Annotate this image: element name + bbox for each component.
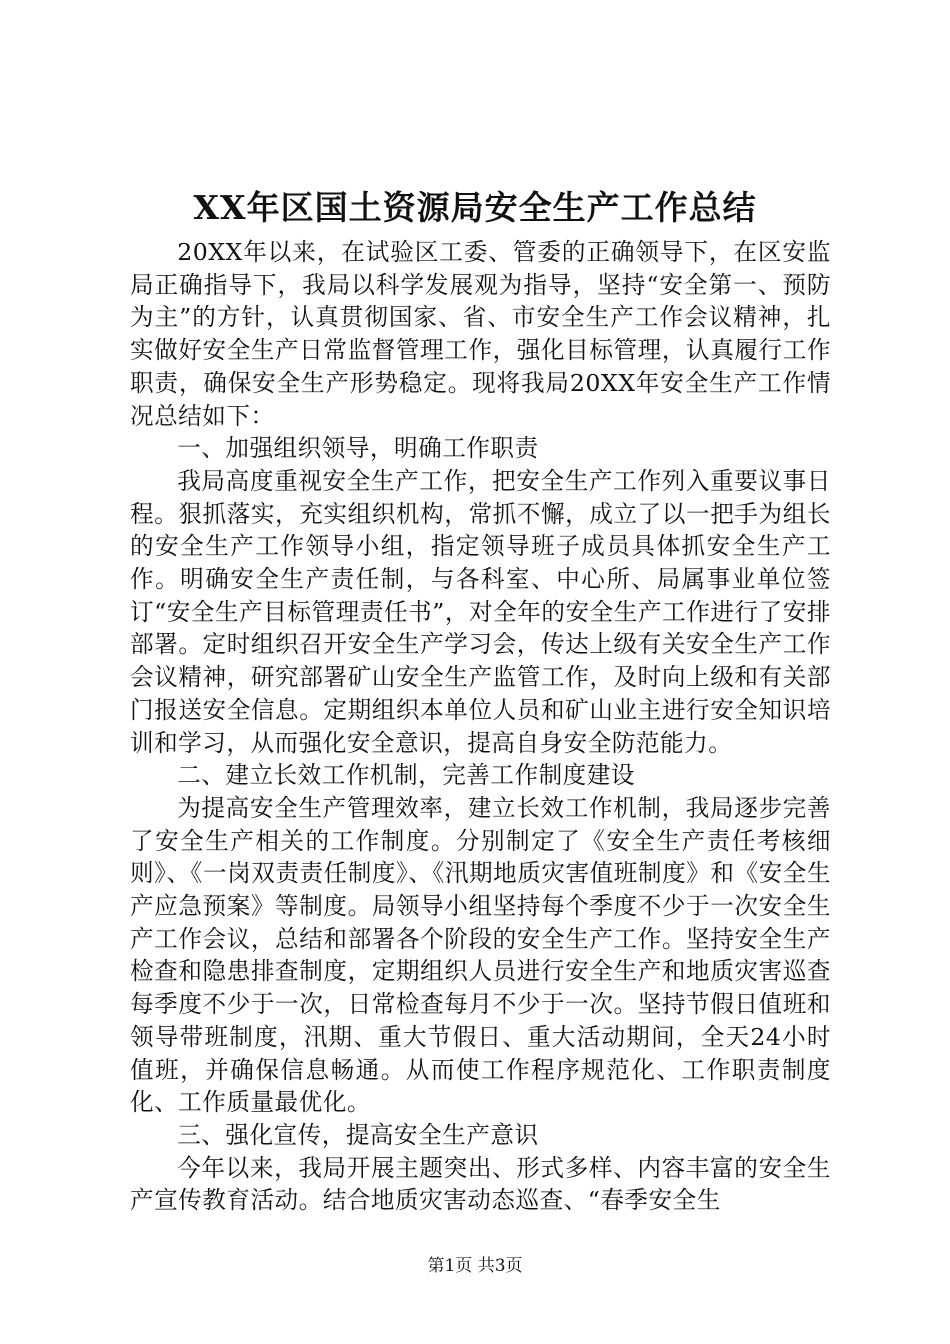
page-footer: 第1页 共3页	[427, 1256, 523, 1276]
section-heading-1: 一、加强组织领导，明确工作职责	[177, 434, 539, 463]
section-heading-3: 三、强化宣传，提高安全生产意识	[177, 1120, 539, 1149]
document-title: XX年区国土资源局安全生产工作总结	[193, 188, 757, 227]
section-heading-2: 二、建立长效工作机制，完善工作制度建设	[177, 761, 635, 790]
section-1-paragraph: 我局高度重视安全生产工作，把安全生产工作列入重要议事日程。狠抓落实，充实组织机构，常抓不懈，成立了以一把手为组长的安全生产工作领导小组，指定领导班子成员具体抓安全生产工作。明确安全生产责任制，与各科室、中心所、局属事业单位签订“安全生产目标管理责任书”，对全年的安全生产工作进行了安排部署。定时组织召开安全生产学习会，传达上级有关安全生产工作会议精神，研究部署矿山安全生产监管工作，及时向上级和有关部门报送安全信息。定期组织本单位人员和矿山业主进行安全知识培训和学习，从而强化安全意识，提高自身安全防范能力。	[130, 466, 831, 757]
section-3-paragraph: 今年以来，我局开展主题突出、形式多样、内容丰富的安全生产宣传教育活动。结合地质灾害动态巡查、“春季安全生	[130, 1153, 831, 1215]
section-2-paragraph: 为提高安全生产管理效率，建立长效工作机制，我局逐步完善了安全生产相关的工作制度。分别制定了《安全生产责任考核细则》、《一岗双责责任制度》、《汛期地质灾害值班制度》和《安全生产应急预案》等制度。局领导小组坚持每个季度不少于一次安全生产工作会议，总结和部署各个阶段的安全生产工作。坚持安全生产检查和隐患排查制度，定期组织人员进行安全生产和地质灾害巡查每季度不少于一次，日常检查每月不少于一次。坚持节假日值班和领导带班制度，汛期、重大节假日、重大活动期间，全天24小时值班，并确保信息畅通。从而使工作程序规范化、工作职责制度化、工作质量最优化。	[130, 793, 831, 1117]
intro-paragraph: 20XX年以来，在试验区工委、管委的正确领导下，在区安监局正确指导下，我局以科学发展观为指导，坚持“安全第一、预防为主”的方针，认真贯彻国家、省、市安全生产工作会议精神，扎实做好安全生产日常监督管理工作，强化目标管理，认真履行工作职责，确保安全生产形势稳定。现将我局20XX年安全生产工作情况总结如下：	[130, 238, 831, 430]
document-body	[130, 236, 831, 1217]
